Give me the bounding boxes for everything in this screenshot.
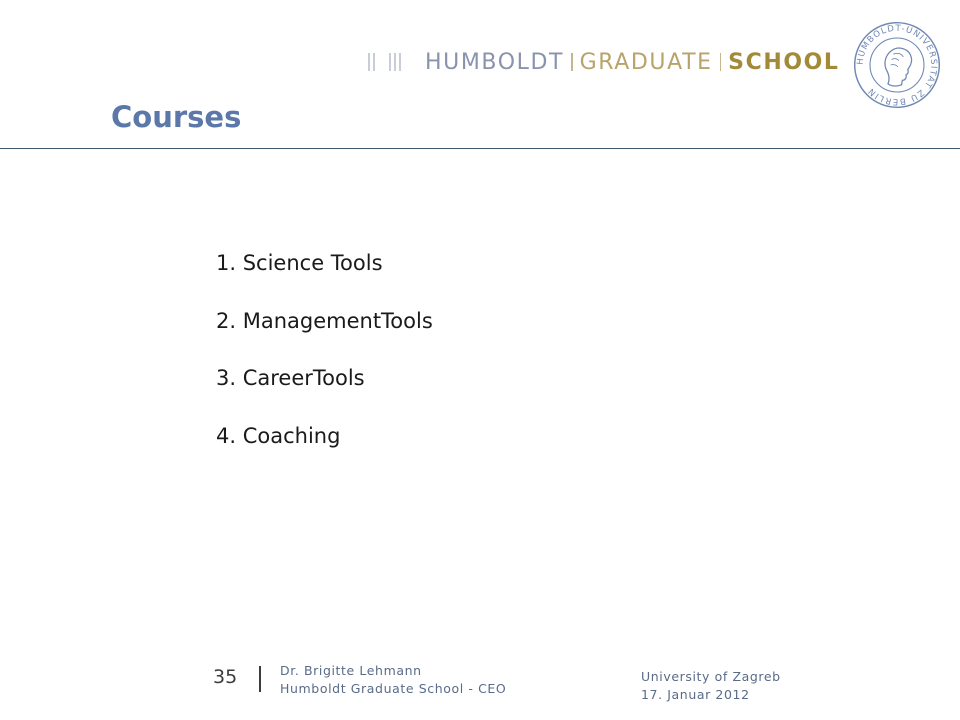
event-date: 17. Januar 2012 <box>641 687 750 702</box>
university-seal-icon <box>852 20 942 110</box>
course-item-career-tools: 3. CareerTools <box>216 366 365 390</box>
logo-bars-icon <box>368 53 407 71</box>
course-list <box>216 248 433 478</box>
seal-text: HUMBOLDT-UNIVERSITÄT ZU BERLIN <box>855 23 939 107</box>
footer-presenter <box>280 662 506 698</box>
logo-word-graduate: GRADUATE <box>579 49 713 75</box>
slide-title: Courses <box>111 100 242 134</box>
page-number: 35 <box>213 666 238 688</box>
logo-word-school: SCHOOL <box>728 49 840 75</box>
humboldt-graduate-school-logo <box>368 46 840 78</box>
course-item-management-tools: 2. ManagementTools <box>216 308 433 333</box>
logo-word-humboldt: HUMBOLDT <box>425 49 565 75</box>
title-divider <box>0 148 960 149</box>
presenter-name: Dr. Brigitte Lehmann <box>280 663 422 678</box>
logo-separator <box>571 53 573 71</box>
course-item-coaching: 4. Coaching <box>216 423 341 448</box>
footer-divider <box>259 666 261 692</box>
footer-event <box>641 668 781 704</box>
course-item-science-tools: 1. Science Tools <box>216 251 383 275</box>
svg-text:HUMBOLDT-UNIVERSITÄT ZU BERLIN <box>856 24 939 107</box>
logo-separator <box>720 53 722 71</box>
event-venue: University of Zagreb <box>641 669 781 684</box>
presenter-role: Humboldt Graduate School - CEO <box>280 681 507 696</box>
